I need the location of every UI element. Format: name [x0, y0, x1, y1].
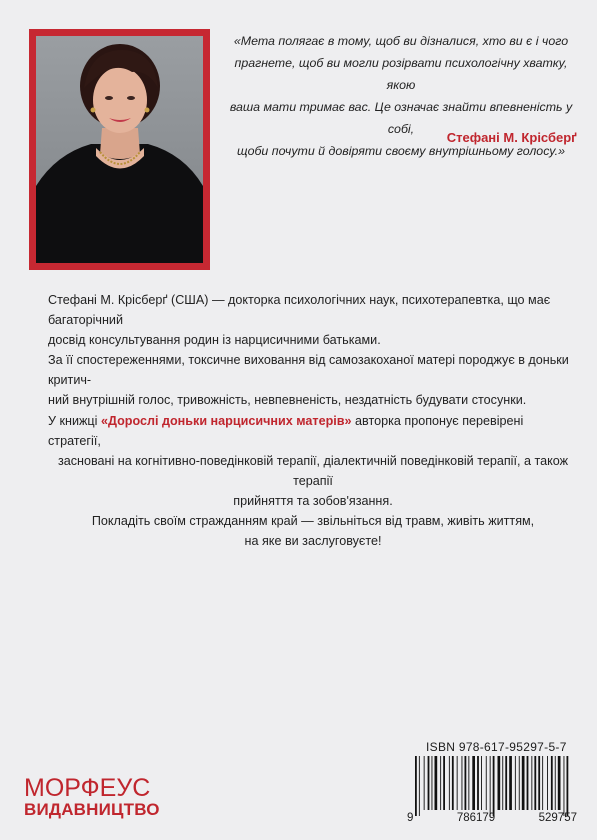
barcode-bar [542, 756, 543, 810]
barcode-bar [551, 756, 553, 810]
publisher-name: МОРФЕУС [24, 774, 151, 802]
barcode-bar [509, 756, 512, 810]
body-text-fragment: У книжці [48, 413, 101, 428]
quote-line: «Мета полягає в тому, щоб ви дізналися, хто ви є і чого [233, 34, 569, 48]
barcode-bar [443, 756, 445, 810]
isbn-label: ISBN 978-617-95297-5-7 [426, 740, 567, 754]
description-text [48, 290, 578, 551]
barcode-bar [538, 756, 540, 810]
barcode-bar [452, 756, 454, 810]
author-portrait-illustration [36, 36, 203, 263]
barcode-bar [490, 756, 491, 816]
barcode-bar [558, 756, 561, 810]
barcode-bar [531, 756, 532, 810]
body-line: досвід консультування родин із нарцисичними батьками. [48, 333, 381, 348]
barcode-bar [457, 756, 458, 810]
author-photo [36, 36, 203, 263]
body-line: За її спостереженнями, токсичне виховання від самозакоханої матері породжує в доньки критич- [48, 353, 569, 388]
barcode-bar [424, 756, 425, 810]
barcode-bar [547, 756, 548, 810]
barcode-bar [440, 756, 441, 810]
barcode-bar [465, 756, 467, 810]
barcode-bar [428, 756, 430, 810]
barcode-bar [519, 756, 520, 810]
barcode-bar [472, 756, 475, 810]
barcode-bar [493, 756, 495, 816]
book-title: «Дорослі доньки нарцисичних матерів» [100, 413, 352, 428]
body-line: засновані на когнітивно-поведінковій терапії, діалектичній поведінковій терапії, а також терапії [57, 453, 569, 488]
body-line: прийняття та зобов'язання. [233, 493, 393, 508]
barcode-digits [407, 812, 577, 824]
body-line: на яке ви заслуговуєте! [244, 534, 382, 549]
body-text-fragment: авторка пропонує перевірені стратегії, [48, 413, 524, 448]
barcode-digit-group: 786179 [456, 812, 496, 824]
barcode-bar [567, 756, 569, 816]
quote-author: Стефані М. Крісберґ [446, 130, 577, 145]
barcode-bar [449, 756, 450, 810]
barcode-bar [498, 756, 501, 810]
publisher-subtitle: ВИДАВНИЦТВО [24, 800, 160, 819]
quote-line: ваша мати тримає вас. Це означає знайти впевненість у собі, [229, 100, 573, 136]
body-line: Покладіть своїм стражданням край — звільніться від травм, живіть життям, [91, 514, 535, 529]
body-line [48, 411, 578, 451]
barcode-bar [462, 756, 463, 810]
barcode-bar [505, 756, 507, 810]
body-line: ний внутрішній голос, тривожність, невпевненість, нездатність будувати стосунки. [48, 393, 527, 408]
barcode-icon [413, 756, 570, 816]
barcode-bar [419, 756, 420, 816]
barcode-bar [486, 756, 487, 810]
author-photo-frame [29, 29, 210, 270]
barcode-bar [477, 756, 479, 810]
barcode-bar [432, 756, 433, 810]
barcode-bar [515, 756, 516, 810]
barcode-bar [534, 756, 536, 810]
barcode-bar [527, 756, 529, 810]
body-line: Стефані М. Крісберґ (США) — докторка психологічних наук, психотерапевтка, що має багаторічний [48, 293, 551, 328]
barcode-digit-group: 529757 [538, 812, 577, 824]
barcode-bar [435, 756, 438, 810]
barcode-bar [522, 756, 525, 810]
barcode-bar [481, 756, 482, 810]
barcode-bar [555, 756, 556, 810]
barcode-bar [564, 756, 565, 816]
publisher-logo [24, 776, 160, 819]
barcode-digit-lead: 9 [407, 812, 414, 824]
barcode-bar [502, 756, 503, 810]
quote-line: щоби почути й довіряти своєму внутрішньому голосу.» [237, 144, 565, 158]
barcode-bar [468, 756, 469, 810]
quote-line: прагнете, щоб ви могли розірвати психологічну хватку, якою [234, 56, 568, 92]
barcode-bar [415, 756, 417, 816]
